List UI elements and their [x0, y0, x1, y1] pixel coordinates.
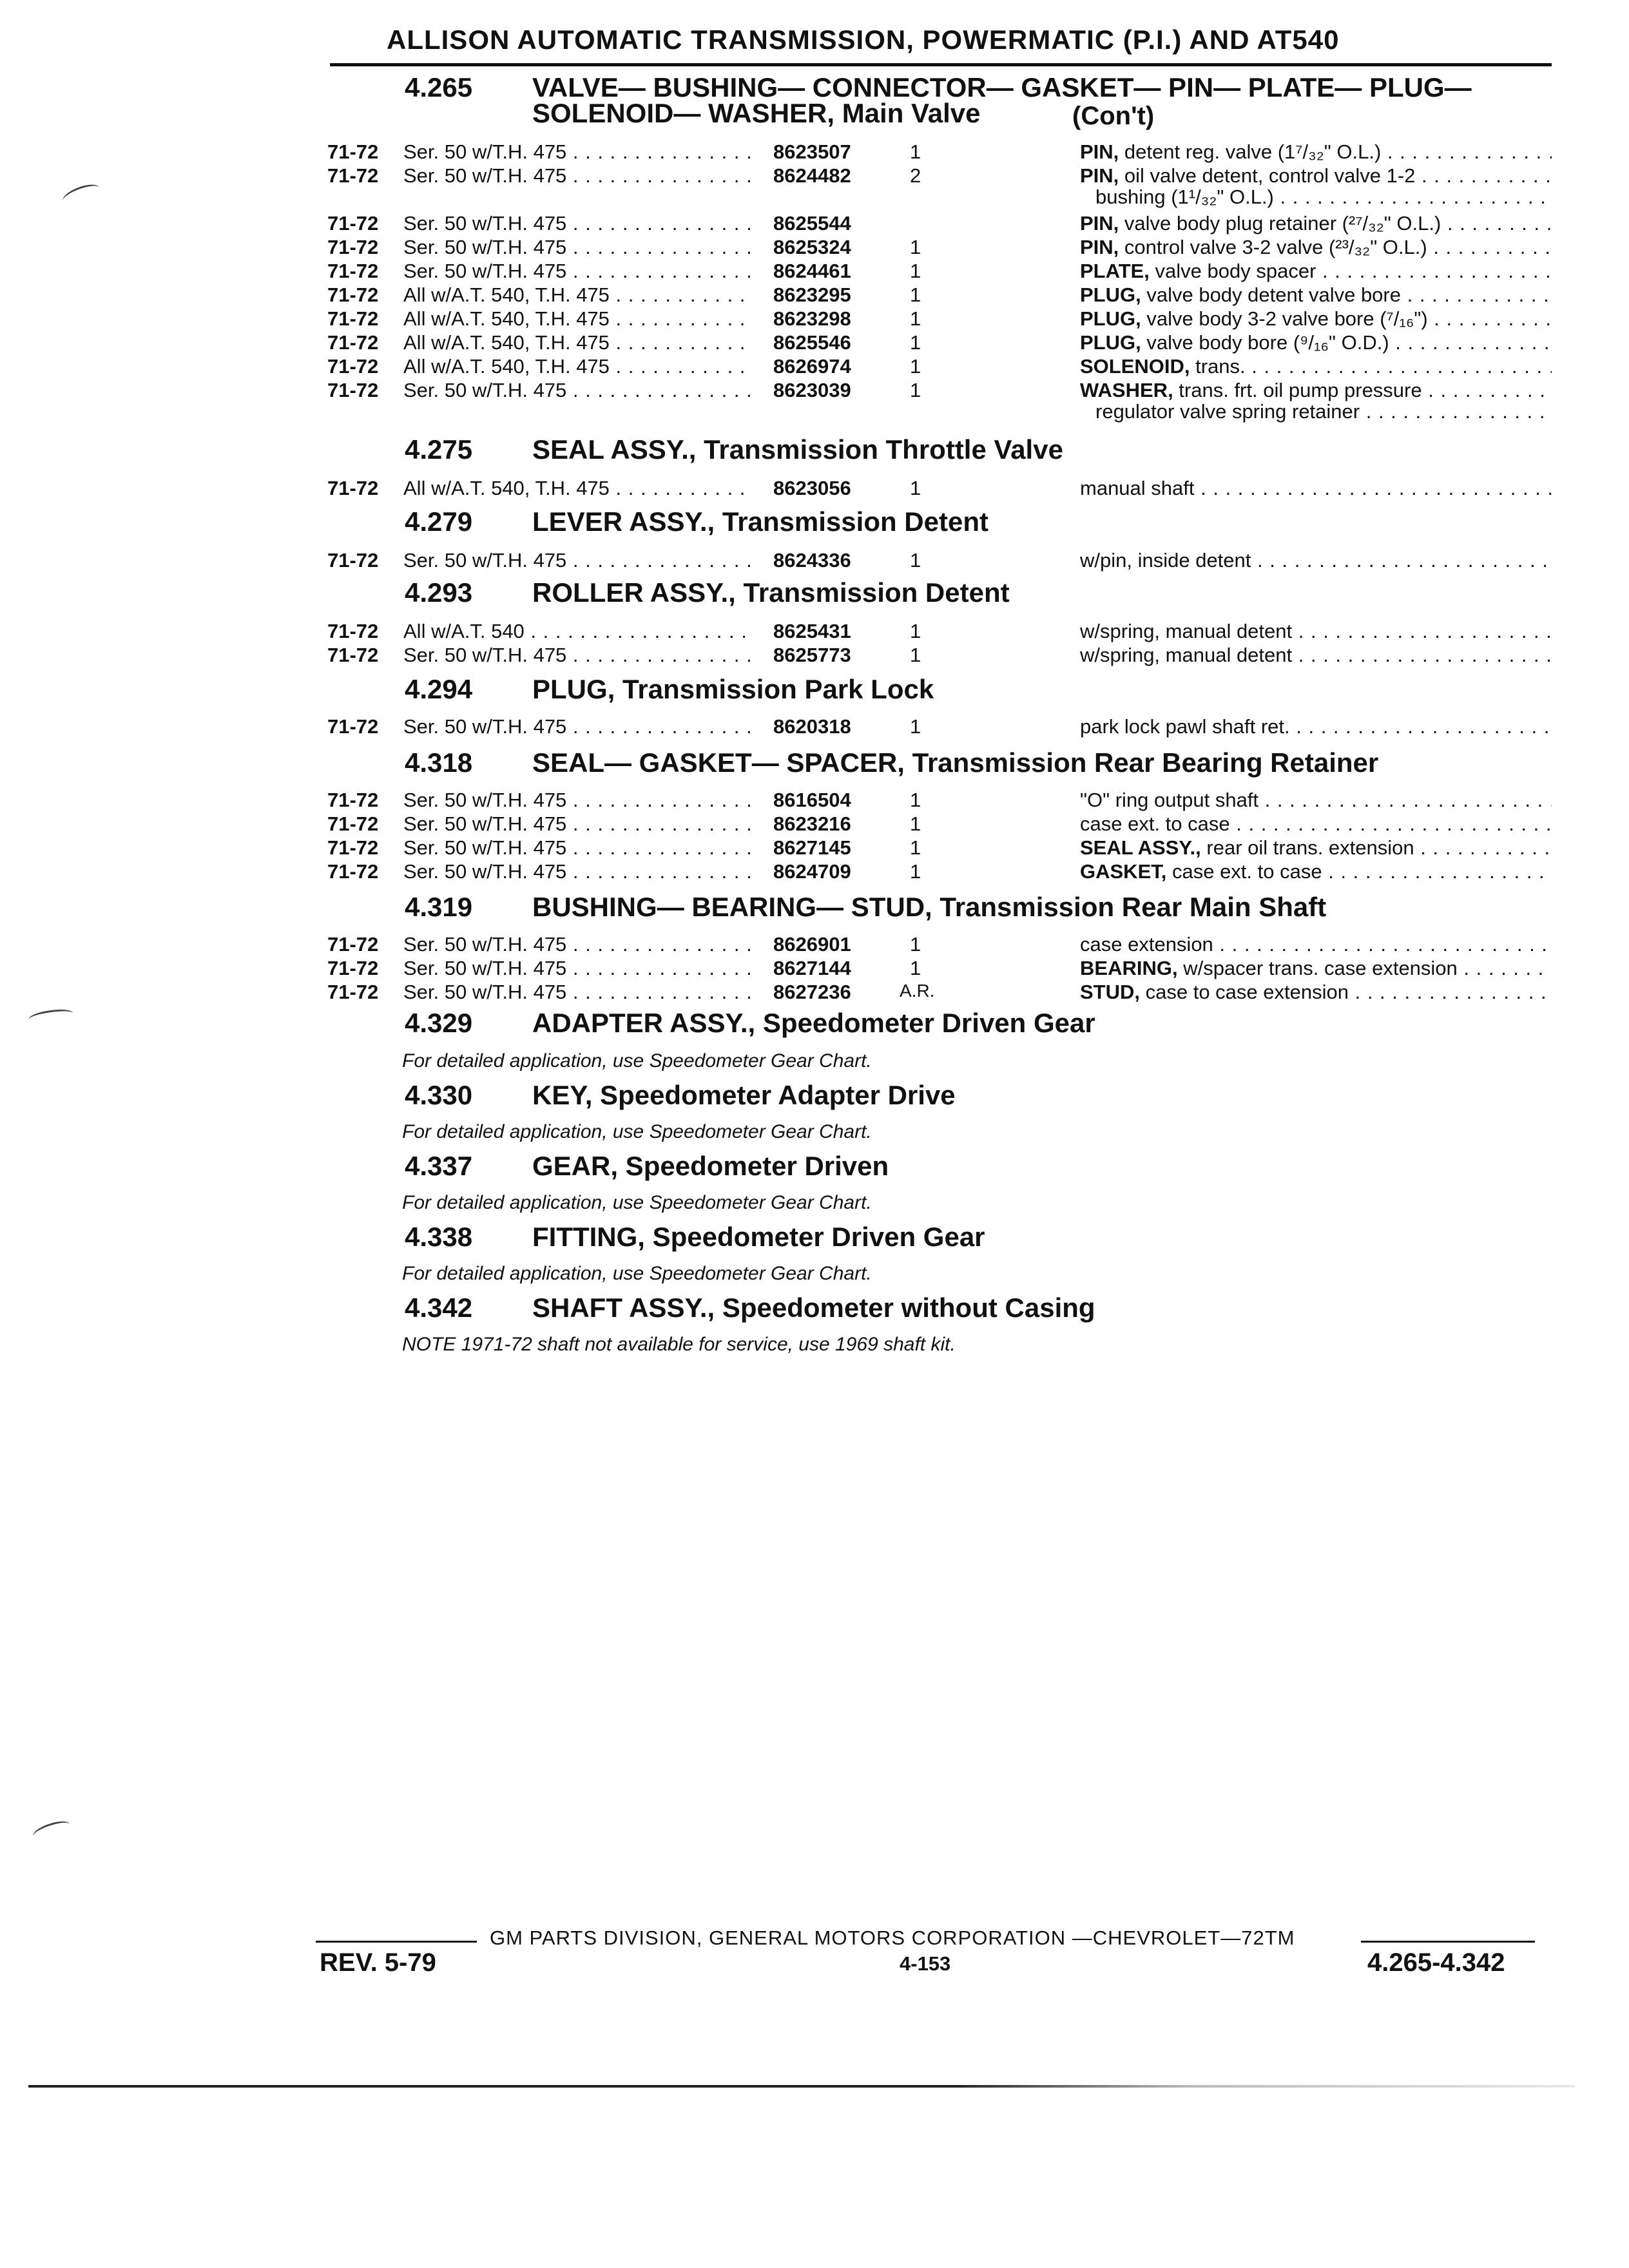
scan-mark: [31, 1818, 72, 1843]
application: Ser. 50 w/T.H. 475 . . .: [403, 812, 751, 836]
section-number: 4.342: [405, 1293, 473, 1323]
part-description: [1080, 789, 1552, 812]
application-note: For detailed application, use Speedometer Gear Chart.: [402, 1050, 872, 1072]
part-name: PIN,: [1080, 212, 1119, 235]
quantity: 1: [910, 715, 921, 738]
part-name: PLUG,: [1080, 307, 1141, 330]
model-years: 71-72: [327, 789, 379, 811]
part-number: 8625324: [773, 236, 851, 258]
part-name: GASKET,: [1080, 860, 1167, 883]
section-heading: [405, 1080, 956, 1111]
section-title: FITTING, Speedometer Driven Gear: [532, 1222, 985, 1252]
application: All w/A.T. 540 . . .: [403, 620, 751, 643]
part-description: [1080, 164, 1552, 187]
application: Ser. 50 w/T.H. 475 . . .: [403, 212, 751, 235]
section-heading: [405, 747, 1378, 778]
part-detail: "O" ring output shaft: [1080, 789, 1259, 811]
model-years: 71-72: [327, 644, 379, 666]
application: Ser. 50 w/T.H. 475 . . .: [403, 140, 751, 164]
part-detail: control valve 3-2 valve (²³/₃₂" O.L.): [1119, 236, 1427, 258]
part-description: [1080, 860, 1552, 883]
part-detail: manual shaft: [1080, 477, 1195, 499]
section-heading: [405, 674, 934, 705]
section-number: 4.265: [405, 72, 473, 102]
application: All w/A.T. 540, T.H. 475 . . .: [403, 355, 751, 378]
section-number: 4.330: [405, 1080, 473, 1110]
part-description: [1080, 284, 1552, 307]
model-years: 71-72: [327, 164, 379, 187]
model-years: 71-72: [327, 933, 379, 956]
part-detail: valve body bore (⁹/₁₆" O.D.): [1141, 331, 1389, 354]
model-years: 71-72: [327, 236, 379, 258]
part-number: 8627145: [773, 836, 851, 859]
section-range: 4.265-4.342: [1367, 1948, 1505, 1977]
part-number: 8624461: [773, 260, 851, 282]
part-detail: w/pin, inside detent: [1080, 549, 1251, 572]
section-title: ADAPTER ASSY., Speedometer Driven Gear: [532, 1008, 1095, 1038]
application: Ser. 50 w/T.H. 475 . . .: [403, 260, 751, 283]
section-title-line2: SOLENOID— WASHER, Main Valve: [532, 98, 981, 128]
part-detail: detent reg. valve (1⁷/₃₂" O.L.): [1119, 140, 1382, 163]
footer-rule-right: [1361, 1941, 1535, 1943]
section-title: VALVE— BUSHING— CONNECTOR— GASKET— PIN— PLATE— PLUG—: [532, 72, 1472, 102]
application-note: NOTE 1971-72 shaft not available for service, use 1969 shaft kit.: [402, 1334, 956, 1355]
part-detail: rear oil trans. extension: [1200, 836, 1414, 859]
section-number: 4.294: [405, 674, 473, 704]
section-number: 4.329: [405, 1008, 473, 1038]
quantity: 1: [910, 620, 921, 642]
part-description: [1080, 933, 1552, 956]
quantity: 1: [910, 477, 921, 499]
part-detail: oil valve detent, control valve 1-2: [1119, 164, 1416, 187]
model-years: 71-72: [327, 331, 379, 354]
page-number: 4-153: [900, 1952, 951, 1975]
title-rule: [330, 63, 1552, 66]
application: Ser. 50 w/T.H. 475 . . .: [403, 789, 751, 812]
section-title: KEY, Speedometer Adapter Drive: [532, 1080, 956, 1110]
section-number: 4.338: [405, 1222, 473, 1252]
part-description: [1080, 477, 1552, 500]
part-number: 8624709: [773, 860, 851, 883]
application-note: For detailed application, use Speedometer Gear Chart.: [402, 1263, 872, 1284]
part-description: [1080, 307, 1552, 331]
part-name: PLATE,: [1080, 260, 1150, 282]
quantity: 1: [910, 140, 921, 163]
part-name: WASHER,: [1080, 379, 1173, 401]
section-heading: [405, 506, 988, 537]
part-name: SOLENOID,: [1080, 355, 1190, 378]
part-description: [1080, 812, 1552, 836]
part-number: 8625773: [773, 644, 851, 666]
section-number: 4.279: [405, 506, 473, 537]
application: Ser. 50 w/T.H. 475 . . .: [403, 236, 751, 259]
application: Ser. 50 w/T.H. 475 . . .: [403, 549, 751, 572]
part-detail: trans.: [1190, 355, 1246, 378]
section-number: 4.337: [405, 1151, 473, 1181]
part-description: [1080, 260, 1552, 283]
section-title: LEVER ASSY., Transmission Detent: [532, 506, 988, 537]
part-description: [1080, 140, 1552, 164]
part-name: PIN,: [1080, 164, 1119, 187]
application: All w/A.T. 540, T.H. 475 . . .: [403, 307, 751, 331]
scan-mark: [28, 1007, 74, 1026]
section-number: 4.318: [405, 747, 473, 778]
part-description: [1080, 331, 1552, 354]
model-years: 71-72: [327, 549, 379, 572]
part-name: PLUG,: [1080, 331, 1141, 354]
part-description: [1080, 379, 1552, 402]
model-years: 71-72: [327, 812, 379, 835]
quantity: 1: [910, 860, 921, 883]
part-number: 8626901: [773, 933, 851, 956]
part-description: [1080, 981, 1552, 1004]
model-years: 71-72: [327, 836, 379, 859]
model-years: 71-72: [327, 284, 379, 306]
application: All w/A.T. 540, T.H. 475 . . .: [403, 331, 751, 354]
part-detail: trans. frt. oil pump pressure: [1173, 379, 1422, 401]
part-detail: case to case extension: [1140, 981, 1349, 1003]
quantity: 1: [910, 260, 921, 282]
part-name: PLUG,: [1080, 284, 1141, 306]
section-heading: [405, 1008, 1095, 1039]
continued-label: (Con't): [1072, 102, 1155, 130]
part-number: 8624336: [773, 549, 851, 572]
part-number: 8616504: [773, 789, 851, 811]
scan-mark: [61, 180, 102, 207]
revision-label: REV. 5-79: [320, 1948, 436, 1977]
part-name: STUD,: [1080, 981, 1140, 1003]
part-number: 8624482: [773, 164, 851, 187]
part-number: 8620318: [773, 715, 851, 738]
part-description: [1080, 236, 1552, 259]
application: Ser. 50 w/T.H. 475 . . .: [403, 644, 751, 667]
application: Ser. 50 w/T.H. 475 . . .: [403, 164, 751, 187]
model-years: 71-72: [327, 620, 379, 642]
model-years: 71-72: [327, 715, 379, 738]
part-number: 8623507: [773, 140, 851, 163]
model-years: 71-72: [327, 860, 379, 883]
part-detail: valve body detent valve bore: [1141, 284, 1401, 306]
quantity: 1: [910, 549, 921, 572]
section-heading: [405, 1222, 985, 1253]
model-years: 71-72: [327, 355, 379, 378]
section-title: SEAL ASSY., Transmission Throttle Valve: [532, 434, 1063, 465]
part-number: 8625431: [773, 620, 851, 642]
quantity: 1: [910, 236, 921, 258]
footer-publisher: GM PARTS DIVISION, GENERAL MOTORS CORPORATION —CHEVROLET—72TM: [490, 1927, 1295, 1949]
part-detail: valve body spacer: [1149, 260, 1316, 282]
part-description: [1080, 620, 1552, 643]
part-number: 8623295: [773, 284, 851, 306]
part-description: [1080, 715, 1552, 738]
application: Ser. 50 w/T.H. 475 . . .: [403, 860, 751, 883]
section-title: GEAR, Speedometer Driven: [532, 1151, 889, 1181]
section-heading: [405, 1151, 889, 1182]
model-years: 71-72: [327, 212, 379, 235]
application-note: For detailed application, use Speedometer Gear Chart.: [402, 1121, 872, 1142]
part-detail: case extension: [1080, 933, 1213, 956]
part-number: 8623216: [773, 812, 851, 835]
model-years: 71-72: [327, 981, 379, 1003]
section-title: SHAFT ASSY., Speedometer without Casing: [532, 1293, 1095, 1323]
part-description: [1080, 549, 1552, 572]
part-number: 8623298: [773, 307, 851, 330]
application: Ser. 50 w/T.H. 475 . . .: [403, 715, 751, 738]
section-title: PLUG, Transmission Park Lock: [532, 674, 934, 704]
part-number: 8625546: [773, 331, 851, 354]
page-title: ALLISON AUTOMATIC TRANSMISSION, POWERMATIC (P.I.) AND AT540: [387, 24, 1340, 55]
part-number: 8627144: [773, 957, 851, 979]
section-number: 4.319: [405, 892, 473, 922]
application: Ser. 50 w/T.H. 475 . . .: [403, 933, 751, 956]
quantity: 1: [910, 355, 921, 378]
section-title: BUSHING— BEARING— STUD, Transmission Rear Main Shaft: [532, 892, 1327, 922]
part-detail: w/spacer trans. case extension: [1177, 957, 1458, 979]
quantity: 1: [910, 644, 921, 666]
part-number: 8623056: [773, 477, 851, 499]
footer-rule-left: [316, 1941, 477, 1943]
quantity: A.R.: [900, 981, 935, 1001]
part-detail: valve body 3-2 valve bore (⁷/₁₆"): [1141, 307, 1428, 330]
section-title: SEAL— GASKET— SPACER, Transmission Rear Bearing Retainer: [532, 747, 1379, 778]
model-years: 71-72: [327, 307, 379, 330]
quantity: 1: [910, 957, 921, 979]
part-detail: w/spring, manual detent: [1080, 644, 1293, 666]
application: Ser. 50 w/T.H. 475 . . .: [403, 957, 751, 980]
section-heading: [405, 892, 1326, 923]
application: Ser. 50 w/T.H. 475 . . .: [403, 836, 751, 860]
quantity: 1: [910, 812, 921, 835]
part-detail: case ext. to case: [1166, 860, 1322, 883]
section-heading: [405, 577, 1010, 608]
section-number: 4.275: [405, 434, 473, 465]
part-number: 8627236: [773, 981, 851, 1003]
part-description-continued: bushing (1¹/₃₂" O.L.) . . .: [1095, 186, 1552, 209]
quantity: 1: [910, 933, 921, 956]
part-detail: valve body plug retainer (²⁷/₃₂" O.L.): [1119, 212, 1441, 235]
quantity: 1: [910, 379, 921, 401]
model-years: 71-72: [327, 140, 379, 163]
application-note: For detailed application, use Speedometer Gear Chart.: [402, 1192, 872, 1213]
part-name: SEAL ASSY.,: [1080, 836, 1201, 859]
part-number: 8623039: [773, 379, 851, 401]
part-description-continued: regulator valve spring retainer . . .: [1095, 400, 1552, 423]
part-name: PIN,: [1080, 140, 1119, 163]
model-years: 71-72: [327, 477, 379, 499]
part-detail: park lock pawl shaft ret.: [1080, 715, 1290, 738]
application: All w/A.T. 540, T.H. 475 . . .: [403, 477, 751, 500]
part-description: [1080, 355, 1552, 378]
model-years: 71-72: [327, 260, 379, 282]
part-number: 8626974: [773, 355, 851, 378]
part-description: [1080, 644, 1552, 667]
scan-bottom-edge: [28, 2085, 1575, 2088]
part-number: 8625544: [773, 212, 851, 235]
application: Ser. 50 w/T.H. 475 . . .: [403, 379, 751, 402]
application: Ser. 50 w/T.H. 475 . . .: [403, 981, 751, 1004]
section-heading: [405, 1293, 1095, 1323]
quantity: 1: [910, 331, 921, 354]
section-title: ROLLER ASSY., Transmission Detent: [532, 577, 1010, 608]
quantity: 1: [910, 836, 921, 859]
part-detail: case ext. to case: [1080, 812, 1230, 835]
quantity: 2: [910, 164, 921, 187]
part-description: [1080, 836, 1552, 860]
quantity: 1: [910, 307, 921, 330]
quantity: 1: [910, 789, 921, 811]
part-name: BEARING,: [1080, 957, 1178, 979]
model-years: 71-72: [327, 379, 379, 401]
application: All w/A.T. 540, T.H. 475 . . .: [403, 284, 751, 307]
part-description: [1080, 957, 1552, 980]
part-description: [1080, 212, 1552, 235]
part-name: PIN,: [1080, 236, 1119, 258]
section-number: 4.293: [405, 577, 473, 608]
quantity: 1: [910, 284, 921, 306]
model-years: 71-72: [327, 957, 379, 979]
section-heading: [405, 434, 1063, 465]
part-detail: w/spring, manual detent: [1080, 620, 1293, 642]
